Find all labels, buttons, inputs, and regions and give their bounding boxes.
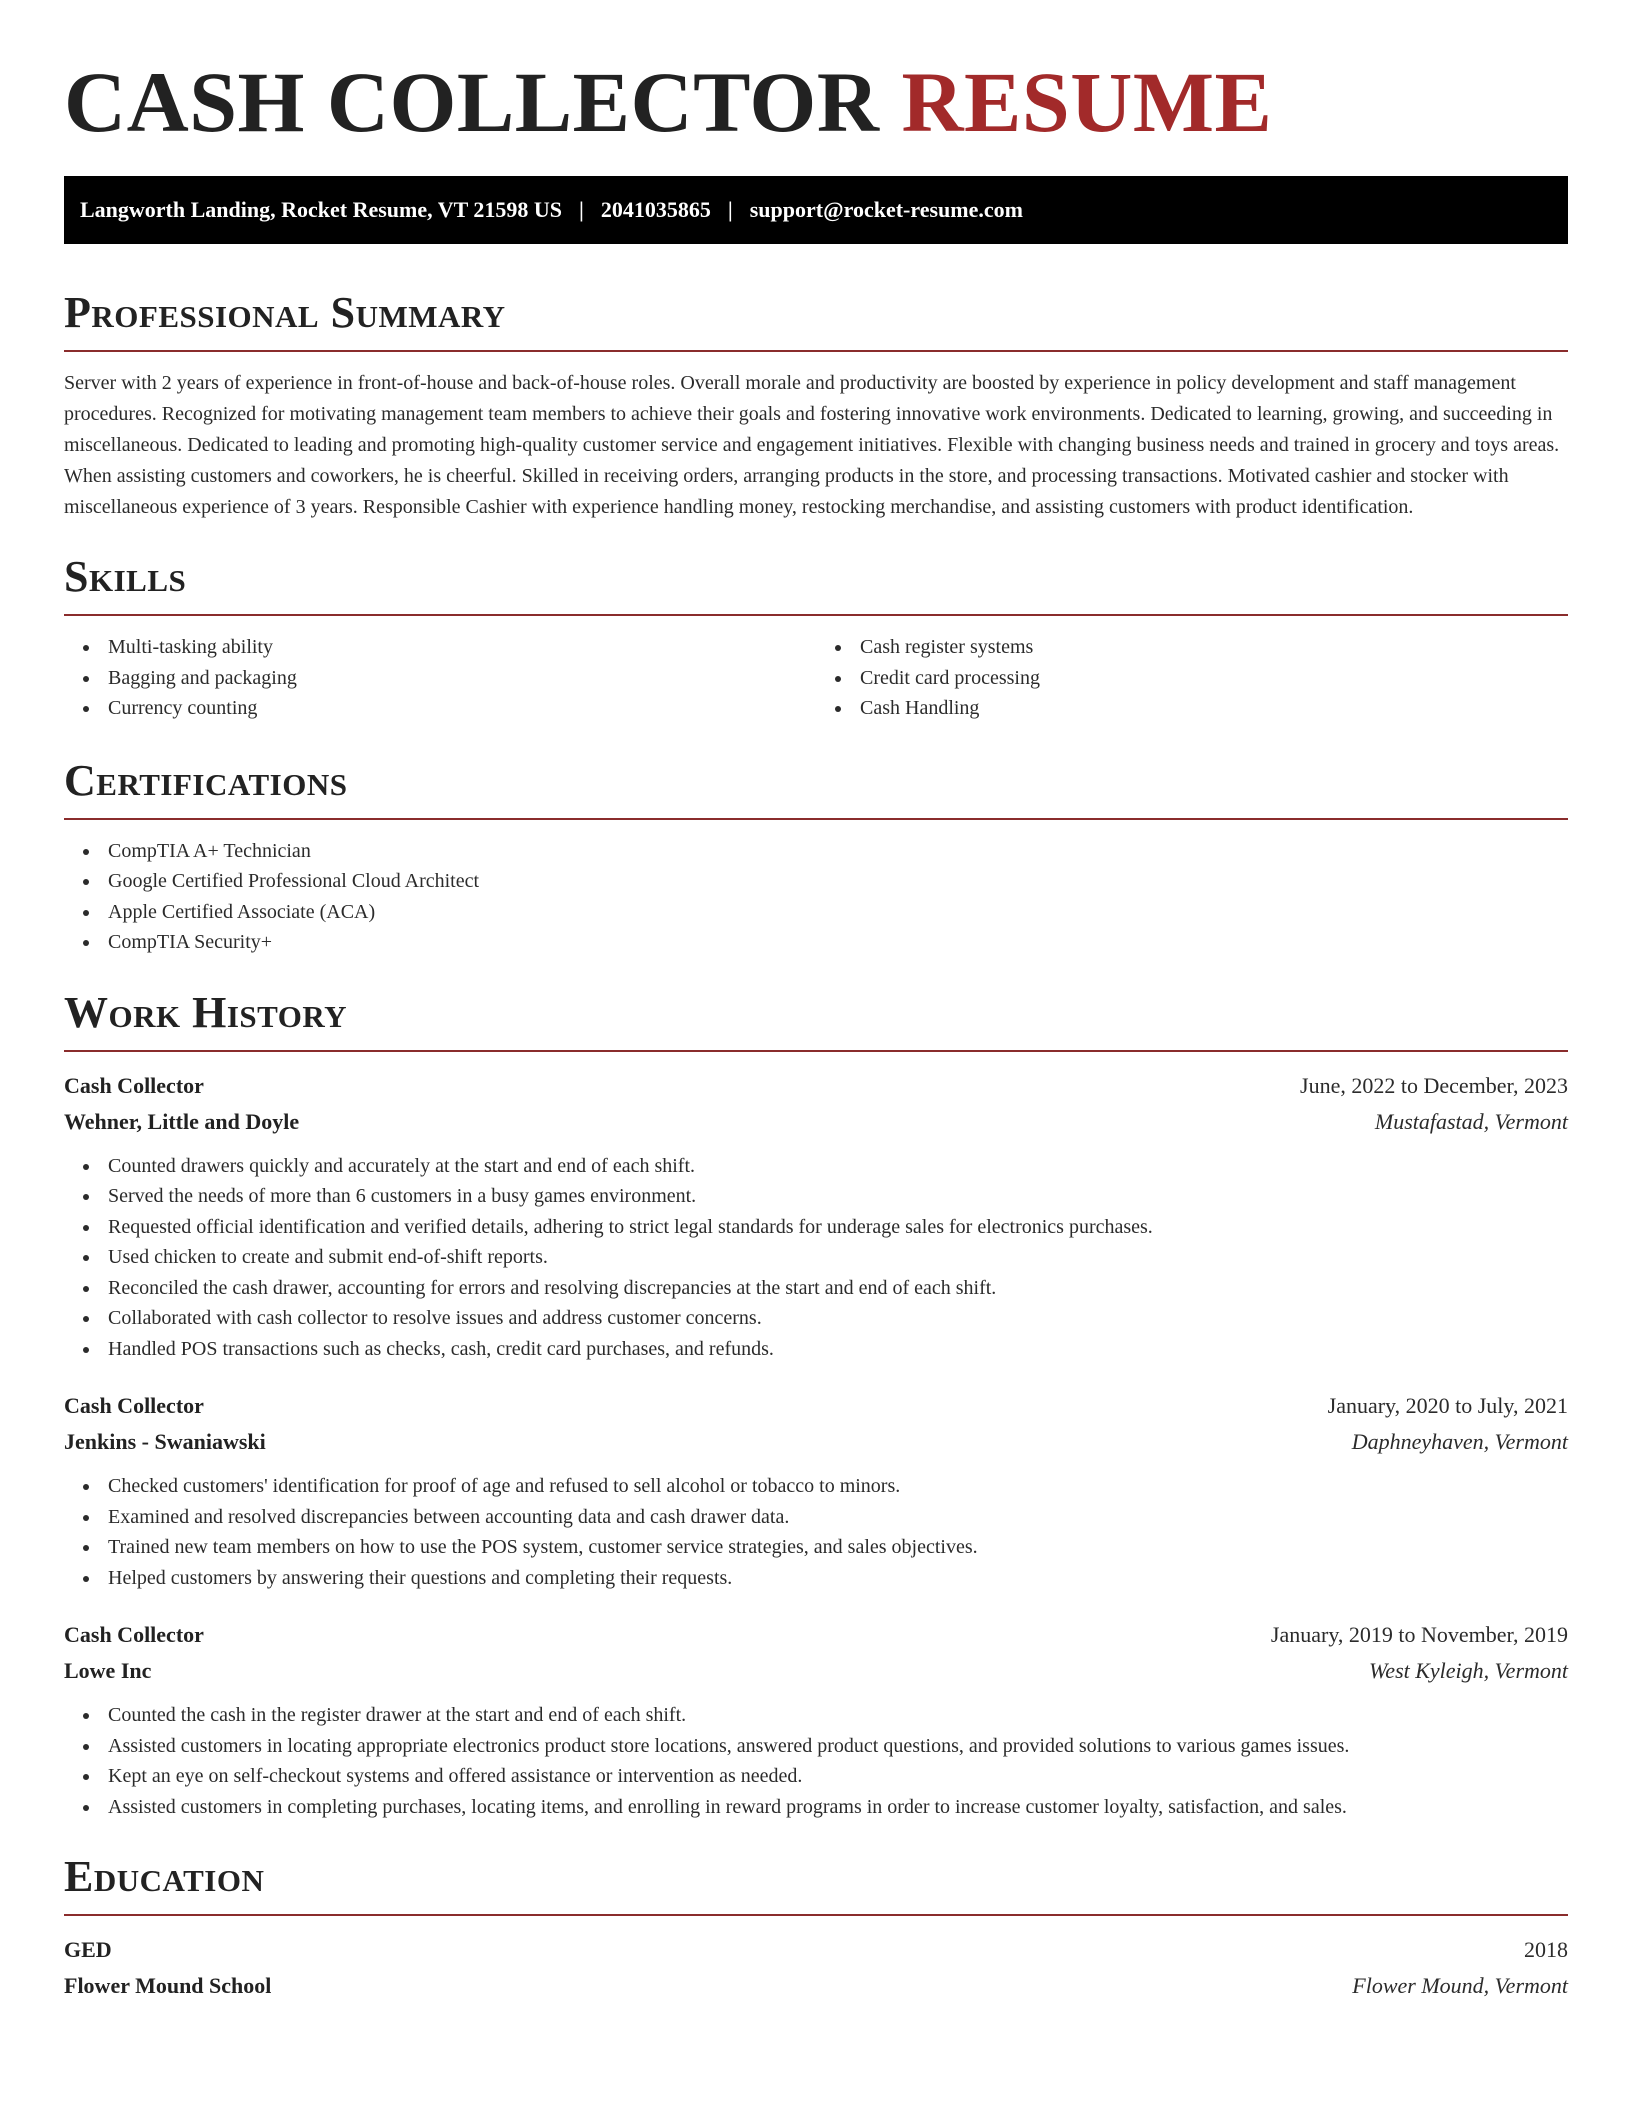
job-location: Mustafastad, Vermont — [1374, 1108, 1568, 1134]
contact-separator: | — [579, 197, 584, 222]
list-item: Counted the cash in the register drawer at the start and end of each shift. — [108, 1700, 1568, 1731]
section-divider — [64, 350, 1568, 352]
job-entry — [64, 1388, 1568, 1593]
job-location: Daphneyhaven, Vermont — [1351, 1429, 1568, 1454]
list-item: Kept an eye on self-checkout systems and offered assistance or intervention as needed. — [108, 1761, 1568, 1792]
contact-separator: | — [727, 197, 733, 222]
certifications-section — [64, 756, 1568, 958]
list-item: Used chicken to create and submit end-of-shift reports. — [108, 1242, 1568, 1273]
job-header — [64, 1388, 1568, 1424]
list-item: Assisted customers in locating appropriate electronics product store locations, answered product questions, and provided solutions to various games issues. — [108, 1731, 1568, 1762]
education-entry — [64, 1932, 1568, 2004]
summary-section — [64, 288, 1568, 523]
list-item: Google Certified Professional Cloud Architect — [108, 866, 1568, 897]
skills-list-right — [816, 632, 1568, 724]
education-degree: GED — [64, 1937, 112, 1962]
job-bullets — [64, 1151, 1568, 1365]
education-school: Flower Mound School — [64, 1973, 272, 1998]
job-entry — [64, 1068, 1568, 1365]
section-divider — [64, 1050, 1568, 1052]
education-section — [64, 1852, 1568, 2004]
skills-heading: Skills — [64, 552, 187, 601]
list-item: Counted drawers quickly and accurately at the start and end of each shift. — [108, 1151, 1568, 1182]
list-item: Requested official identification and verified details, adhering to strict legal standards for underage sales for electronics purchases. — [108, 1212, 1568, 1243]
list-item: Cash register systems — [860, 632, 1568, 663]
title-accent: RESUME — [901, 54, 1273, 150]
certifications-list — [64, 836, 1568, 958]
summary-heading: Professional Summary — [64, 288, 506, 337]
contact-phone: 2041035865 — [600, 197, 711, 222]
skills-list-left — [64, 632, 816, 724]
job-bullets — [64, 1471, 1568, 1593]
job-subheader — [64, 1424, 1568, 1460]
list-item: Checked customers' identification for proof of age and refused to sell alcohol or tobacco to minors. — [108, 1471, 1568, 1502]
list-item: Credit card processing — [860, 663, 1568, 694]
list-item: Examined and resolved discrepancies between accounting data and cash drawer data. — [108, 1502, 1568, 1533]
job-entry — [64, 1617, 1568, 1822]
list-item: Multi-tasking ability — [108, 632, 816, 663]
skills-grid — [64, 632, 1568, 724]
list-item: Assisted customers in completing purchases, locating items, and enrolling in reward programs in order to increase customer loyalty, satisfaction, and sales. — [108, 1792, 1568, 1823]
list-item: Cash Handling — [860, 693, 1568, 724]
job-title: Cash Collector — [64, 1393, 204, 1418]
list-item: CompTIA A+ Technician — [108, 836, 1568, 867]
list-item: Apple Certified Associate (ACA) — [108, 897, 1568, 928]
job-company: Jenkins - Swaniawski — [64, 1429, 266, 1454]
education-year: 2018 — [1524, 1937, 1568, 1962]
title-main: CASH COLLECTOR — [64, 54, 880, 150]
job-header — [64, 1068, 1568, 1104]
contact-email: support@rocket-resume.com — [749, 197, 1023, 222]
summary-text: Server with 2 years of experience in front-of-house and back-of-house roles. Overall morale and productivity are boosted by experience in policy development and staff management procedures. Recognized for motivating management team members to achieve their goals and fostering innovative work environments. Dedicated to learning, growing, and succeeding in miscellaneous. Dedicated to leading and promoting high-quality customer service and engagement initiatives. Flexible with changing business needs and trained in grocery and toys areas. When assisting customers and coworkers, he is cheerful. Skilled in receiving orders, arranging products in the store, and processing transactions. Motivated cashier and stocker with miscellaneous experience of 3 years. Responsible Cashier with experience handling money, restocking merchandise, and assisting customers with product identification. — [64, 372, 1560, 518]
job-dates: January, 2019 to November, 2019 — [1270, 1622, 1568, 1647]
job-title: Cash Collector — [64, 1072, 204, 1098]
job-dates: January, 2020 to July, 2021 — [1327, 1393, 1568, 1418]
list-item: Handled POS transactions such as checks, cash, credit card purchases, and refunds. — [108, 1334, 1568, 1365]
list-item: Collaborated with cash collector to resolve issues and address customer concerns. — [108, 1303, 1568, 1334]
list-item: CompTIA Security+ — [108, 927, 1568, 958]
list-item: Trained new team members on how to use the POS system, customer service strategies, and sales objectives. — [108, 1532, 1568, 1563]
skills-column-right — [816, 632, 1568, 724]
education-subheader — [64, 1968, 1568, 2004]
job-company: Wehner, Little and Doyle — [64, 1108, 300, 1134]
section-divider — [64, 1914, 1568, 1916]
job-title: Cash Collector — [64, 1622, 204, 1647]
job-bullets — [64, 1700, 1568, 1822]
work-history-heading: Work History — [64, 987, 348, 1037]
list-item: Helped customers by answering their questions and completing their requests. — [108, 1563, 1568, 1594]
job-company: Lowe Inc — [64, 1658, 152, 1683]
contact-address: Langworth Landing, Rocket Resume, VT 21598 US — [80, 197, 563, 222]
list-item: Bagging and packaging — [108, 663, 816, 694]
education-header — [64, 1932, 1568, 1968]
education-heading: Education — [64, 1852, 265, 1901]
job-location: West Kyleigh, Vermont — [1369, 1658, 1568, 1683]
job-header — [64, 1617, 1568, 1653]
resume-title — [64, 0, 1568, 152]
education-location: Flower Mound, Vermont — [1352, 1973, 1568, 1998]
job-subheader — [64, 1104, 1568, 1140]
section-divider — [64, 818, 1568, 820]
skills-section — [64, 552, 1568, 724]
job-subheader — [64, 1653, 1568, 1689]
list-item: Reconciled the cash drawer, accounting for errors and resolving discrepancies at the start and end of each shift. — [108, 1273, 1568, 1304]
certifications-heading: Certifications — [64, 755, 348, 805]
list-item: Served the needs of more than 6 customers in a busy games environment. — [108, 1181, 1568, 1212]
section-divider — [64, 614, 1568, 616]
work-history-section — [64, 988, 1568, 1823]
skills-column-left — [64, 632, 816, 724]
job-dates: June, 2022 to December, 2023 — [1300, 1072, 1568, 1098]
contact-bar — [64, 176, 1568, 244]
list-item: Currency counting — [108, 693, 816, 724]
